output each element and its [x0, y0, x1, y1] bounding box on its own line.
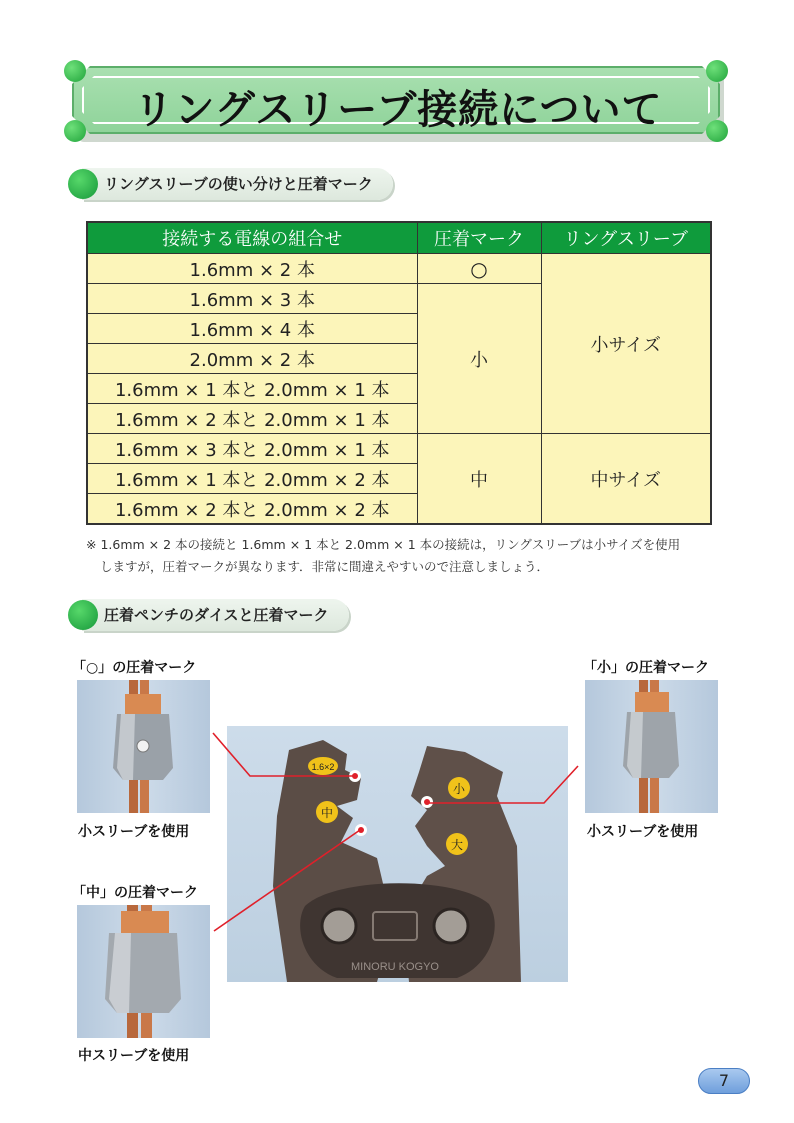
- crimp-mark-maru-symbol: ○: [470, 256, 488, 281]
- photo-title-maru: 「○」の圧着マーク: [72, 660, 197, 676]
- sleeve-sho-illustration: [585, 680, 718, 813]
- section-dot: [68, 600, 98, 630]
- wire-combination-cell: 2.0mm × 2 本: [87, 344, 417, 374]
- header-wire-combination: 接続する電線の組合せ: [87, 222, 417, 254]
- page-number: 7: [698, 1068, 750, 1094]
- sleeve-size-medium: 中サイズ: [541, 434, 711, 525]
- sleeve-chu-illustration: [77, 905, 210, 1038]
- title-banner: [68, 62, 728, 142]
- pliers-illustration: [227, 726, 568, 982]
- header-ring-sleeve: リングスリーブ: [541, 222, 711, 254]
- note-line-1: ※ 1.6mm × 2 本の接続と 1.6mm × 1 本と 2.0mm × 1 本の接続は，リングスリーブは小サイズを使用: [86, 537, 681, 552]
- wire-combination-cell: 1.6mm × 4 本: [87, 314, 417, 344]
- section-heading-label: リングスリーブの使い分けと圧着マーク: [82, 168, 393, 200]
- crimp-mark-medium: 中: [417, 434, 541, 525]
- photo-caption-maru: 小スリーブを使用: [78, 824, 190, 840]
- sleeve-maru-illustration: [77, 680, 210, 813]
- table-row: [87, 434, 711, 464]
- photo-sleeve-chu: [77, 905, 210, 1038]
- photo-sleeve-maru: [77, 680, 210, 813]
- sleeve-table: [86, 221, 712, 525]
- wire-combination-cell: 1.6mm × 2 本と 2.0mm × 1 本: [87, 404, 417, 434]
- wire-combination-cell: 1.6mm × 3 本と 2.0mm × 1 本: [87, 434, 417, 464]
- note-line-2: しますが，圧着マークが異なります．非常に間違えやすいので注意しましょう．: [100, 559, 550, 574]
- die-label-maru-text: 1.6×2: [311, 762, 335, 772]
- wire-combination-cell: 1.6mm × 2 本と 2.0mm × 2 本: [87, 494, 417, 525]
- crimp-mark-maru: [417, 254, 541, 284]
- section-heading-label: 圧着ペンチのダイスと圧着マーク: [82, 599, 349, 631]
- page-title: リングスリーブ接続について: [133, 87, 663, 133]
- wire-combination-cell: 1.6mm × 1 本と 2.0mm × 2 本: [87, 464, 417, 494]
- photo-crimping-pliers: [227, 726, 568, 982]
- table-row: [87, 254, 711, 284]
- wire-combination-cell: 1.6mm × 3 本: [87, 284, 417, 314]
- photo-caption-chu: 中スリーブを使用: [78, 1048, 190, 1064]
- photo-title-chu: 「中」の圧着マーク: [72, 885, 198, 901]
- table-note: [86, 534, 726, 578]
- photo-title-sho: 「小」の圧着マーク: [583, 660, 709, 676]
- wire-combination-cell: 1.6mm × 2 本: [87, 254, 417, 284]
- die-label-sho-text: 小: [452, 782, 466, 796]
- section-dot: [68, 169, 98, 199]
- pliers-engraving: MINORU KOGYO: [350, 961, 440, 973]
- sleeve-size-small: 小サイズ: [541, 254, 711, 434]
- photo-caption-sho: 小スリーブを使用: [587, 824, 699, 840]
- table-header-row: [87, 222, 711, 254]
- wire-combination-cell: 1.6mm × 1 本と 2.0mm × 1 本: [87, 374, 417, 404]
- die-label-chu-text: 中: [320, 806, 334, 820]
- header-crimp-mark: 圧着マーク: [417, 222, 541, 254]
- die-label-dai-text: 大: [450, 838, 464, 852]
- crimp-mark-small: 小: [417, 284, 541, 434]
- photo-sleeve-sho: [585, 680, 718, 813]
